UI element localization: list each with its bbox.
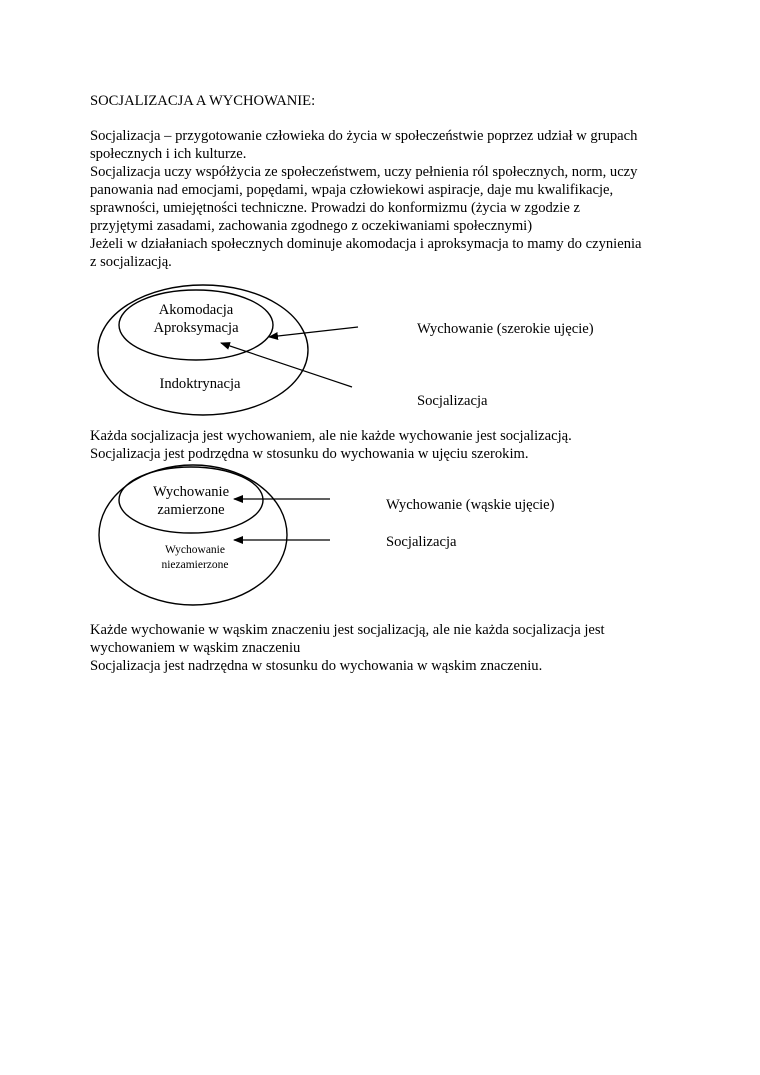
closing-line: Socjalizacja jest nadrzędna w stosunku do wychowania w wąskim znaczeniu. (90, 658, 543, 674)
intro-line: Jeżeli w działaniach społecznych dominuje akomodacja i aproksymacja to mamy do czynienia (90, 236, 642, 252)
diagram2-inner-text (126, 483, 256, 519)
diagram1-label-socjalizacja: Socjalizacja (417, 393, 488, 409)
diagram1-outer-label: Indoktrynacja (159, 376, 241, 392)
diagram2-inner-line1: Wychowanie (152, 484, 230, 500)
middle-line: Każda socjalizacja jest wychowaniem, ale nie każde wychowanie jest socjalizacją. (90, 428, 572, 444)
closing-line: Każde wychowanie w wąskim znaczeniu jest socjalizacją, ale nie każda socjalizacja jest (90, 622, 605, 638)
intro-line: Socjalizacja – przygotowanie człowieka do życia w społeczeństwie poprzez udział w grupach (90, 128, 638, 144)
page-title: SOCJALIZACJA A WYCHOWANIE: (90, 93, 316, 109)
diagram2-label-wychowanie: Wychowanie (wąskie ujęcie) (386, 497, 555, 513)
diagram2-inner-line2: zamierzone (157, 502, 225, 518)
intro-line: społecznych i ich kulturze. (90, 146, 247, 162)
diagram1-arrow-top (269, 327, 358, 337)
intro-line: przyjętymi zasadami, zachowania zgodnego z oczekiwaniami społecznymi) (90, 218, 533, 234)
intro-line: panowania nad emocjami, popędami, wpaja człowiekowi aspiracje, daje mu kwalifikacje, (90, 182, 614, 198)
middle-line: Socjalizacja jest podrzędna w stosunku do wychowania w ujęciu szerokim. (90, 446, 529, 462)
intro-line: sprawności, umiejętności techniczne. Prowadzi do konformizmu (życia w zgodzie z (90, 200, 580, 216)
diagram2-outer-line2: niezamierzone (161, 559, 229, 571)
intro-line: Socjalizacja uczy współżycia ze społeczeństwem, uczy pełnienia ról społecznych, norm, uczy (90, 164, 638, 180)
intro-line: z socjalizacją. (90, 254, 172, 270)
diagram1-inner-line1: Akomodacja (158, 302, 234, 318)
diagram1-inner-text (126, 301, 266, 337)
diagram2-outer-line1: Wychowanie (165, 544, 225, 556)
diagram2-label-socjalizacja: Socjalizacja (386, 534, 457, 550)
diagram1-inner-line2: Aproksymacja (153, 320, 239, 336)
diagram2-outer-text (130, 543, 260, 573)
diagram1-label-wychowanie: Wychowanie (szerokie ujęcie) (417, 321, 594, 337)
closing-line: wychowaniem w wąskim znaczeniu (90, 640, 301, 656)
